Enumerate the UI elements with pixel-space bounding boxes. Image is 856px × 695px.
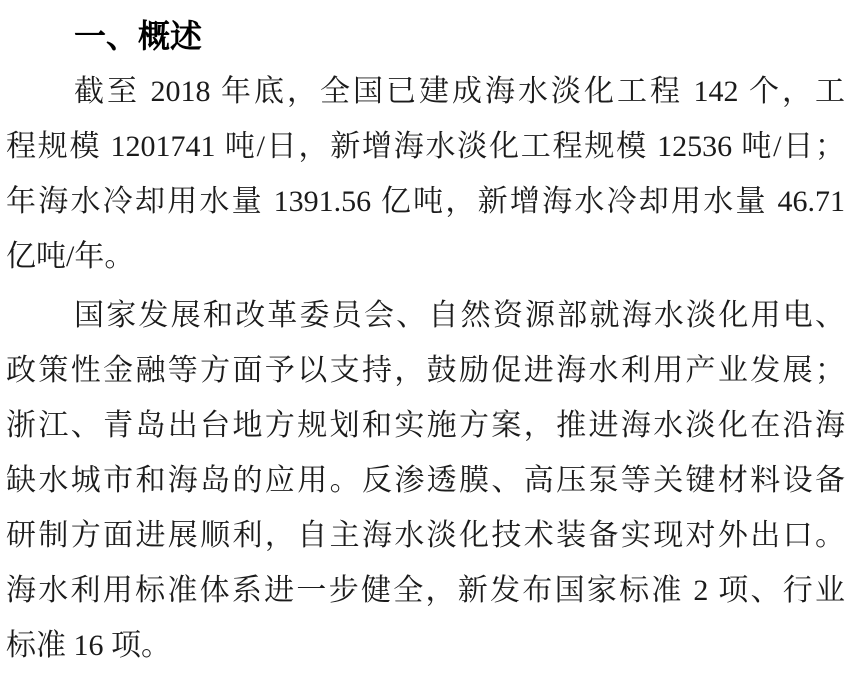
text-line: 国家发展和改革委员会、自然资源部就海水淡化用电、	[74, 299, 845, 332]
text-line: 程规模 1201741 吨/日，新增海水淡化工程规模 12536 吨/日；	[6, 130, 845, 163]
text-line: 海水利用标准体系进一步健全，新发布国家标准 2 项、行业	[6, 574, 845, 607]
text-line: 标准 16 项。	[6, 629, 171, 662]
text-line: 政策性金融等方面予以支持，鼓励促进海水利用产业发展；	[6, 354, 845, 387]
text-line: 研制方面进展顺利，自主海水淡化技术装备实现对外出口。	[6, 519, 845, 552]
paragraph-overview-stats	[6, 64, 845, 284]
text-line: 截至 2018 年底，全国已建成海水淡化工程 142 个，工	[74, 75, 845, 108]
text-line: 亿吨/年。	[6, 240, 135, 273]
paragraph-policy-progress	[6, 288, 845, 673]
section-heading: 一、概述	[74, 18, 203, 54]
text-line: 年海水冷却用水量 1391.56 亿吨，新增海水冷却用水量 46.71	[6, 185, 845, 218]
text-line: 浙江、青岛出台地方规划和实施方案，推进海水淡化在沿海	[6, 409, 845, 442]
text-line: 缺水城市和海岛的应用。反渗透膜、高压泵等关键材料设备	[6, 464, 845, 497]
